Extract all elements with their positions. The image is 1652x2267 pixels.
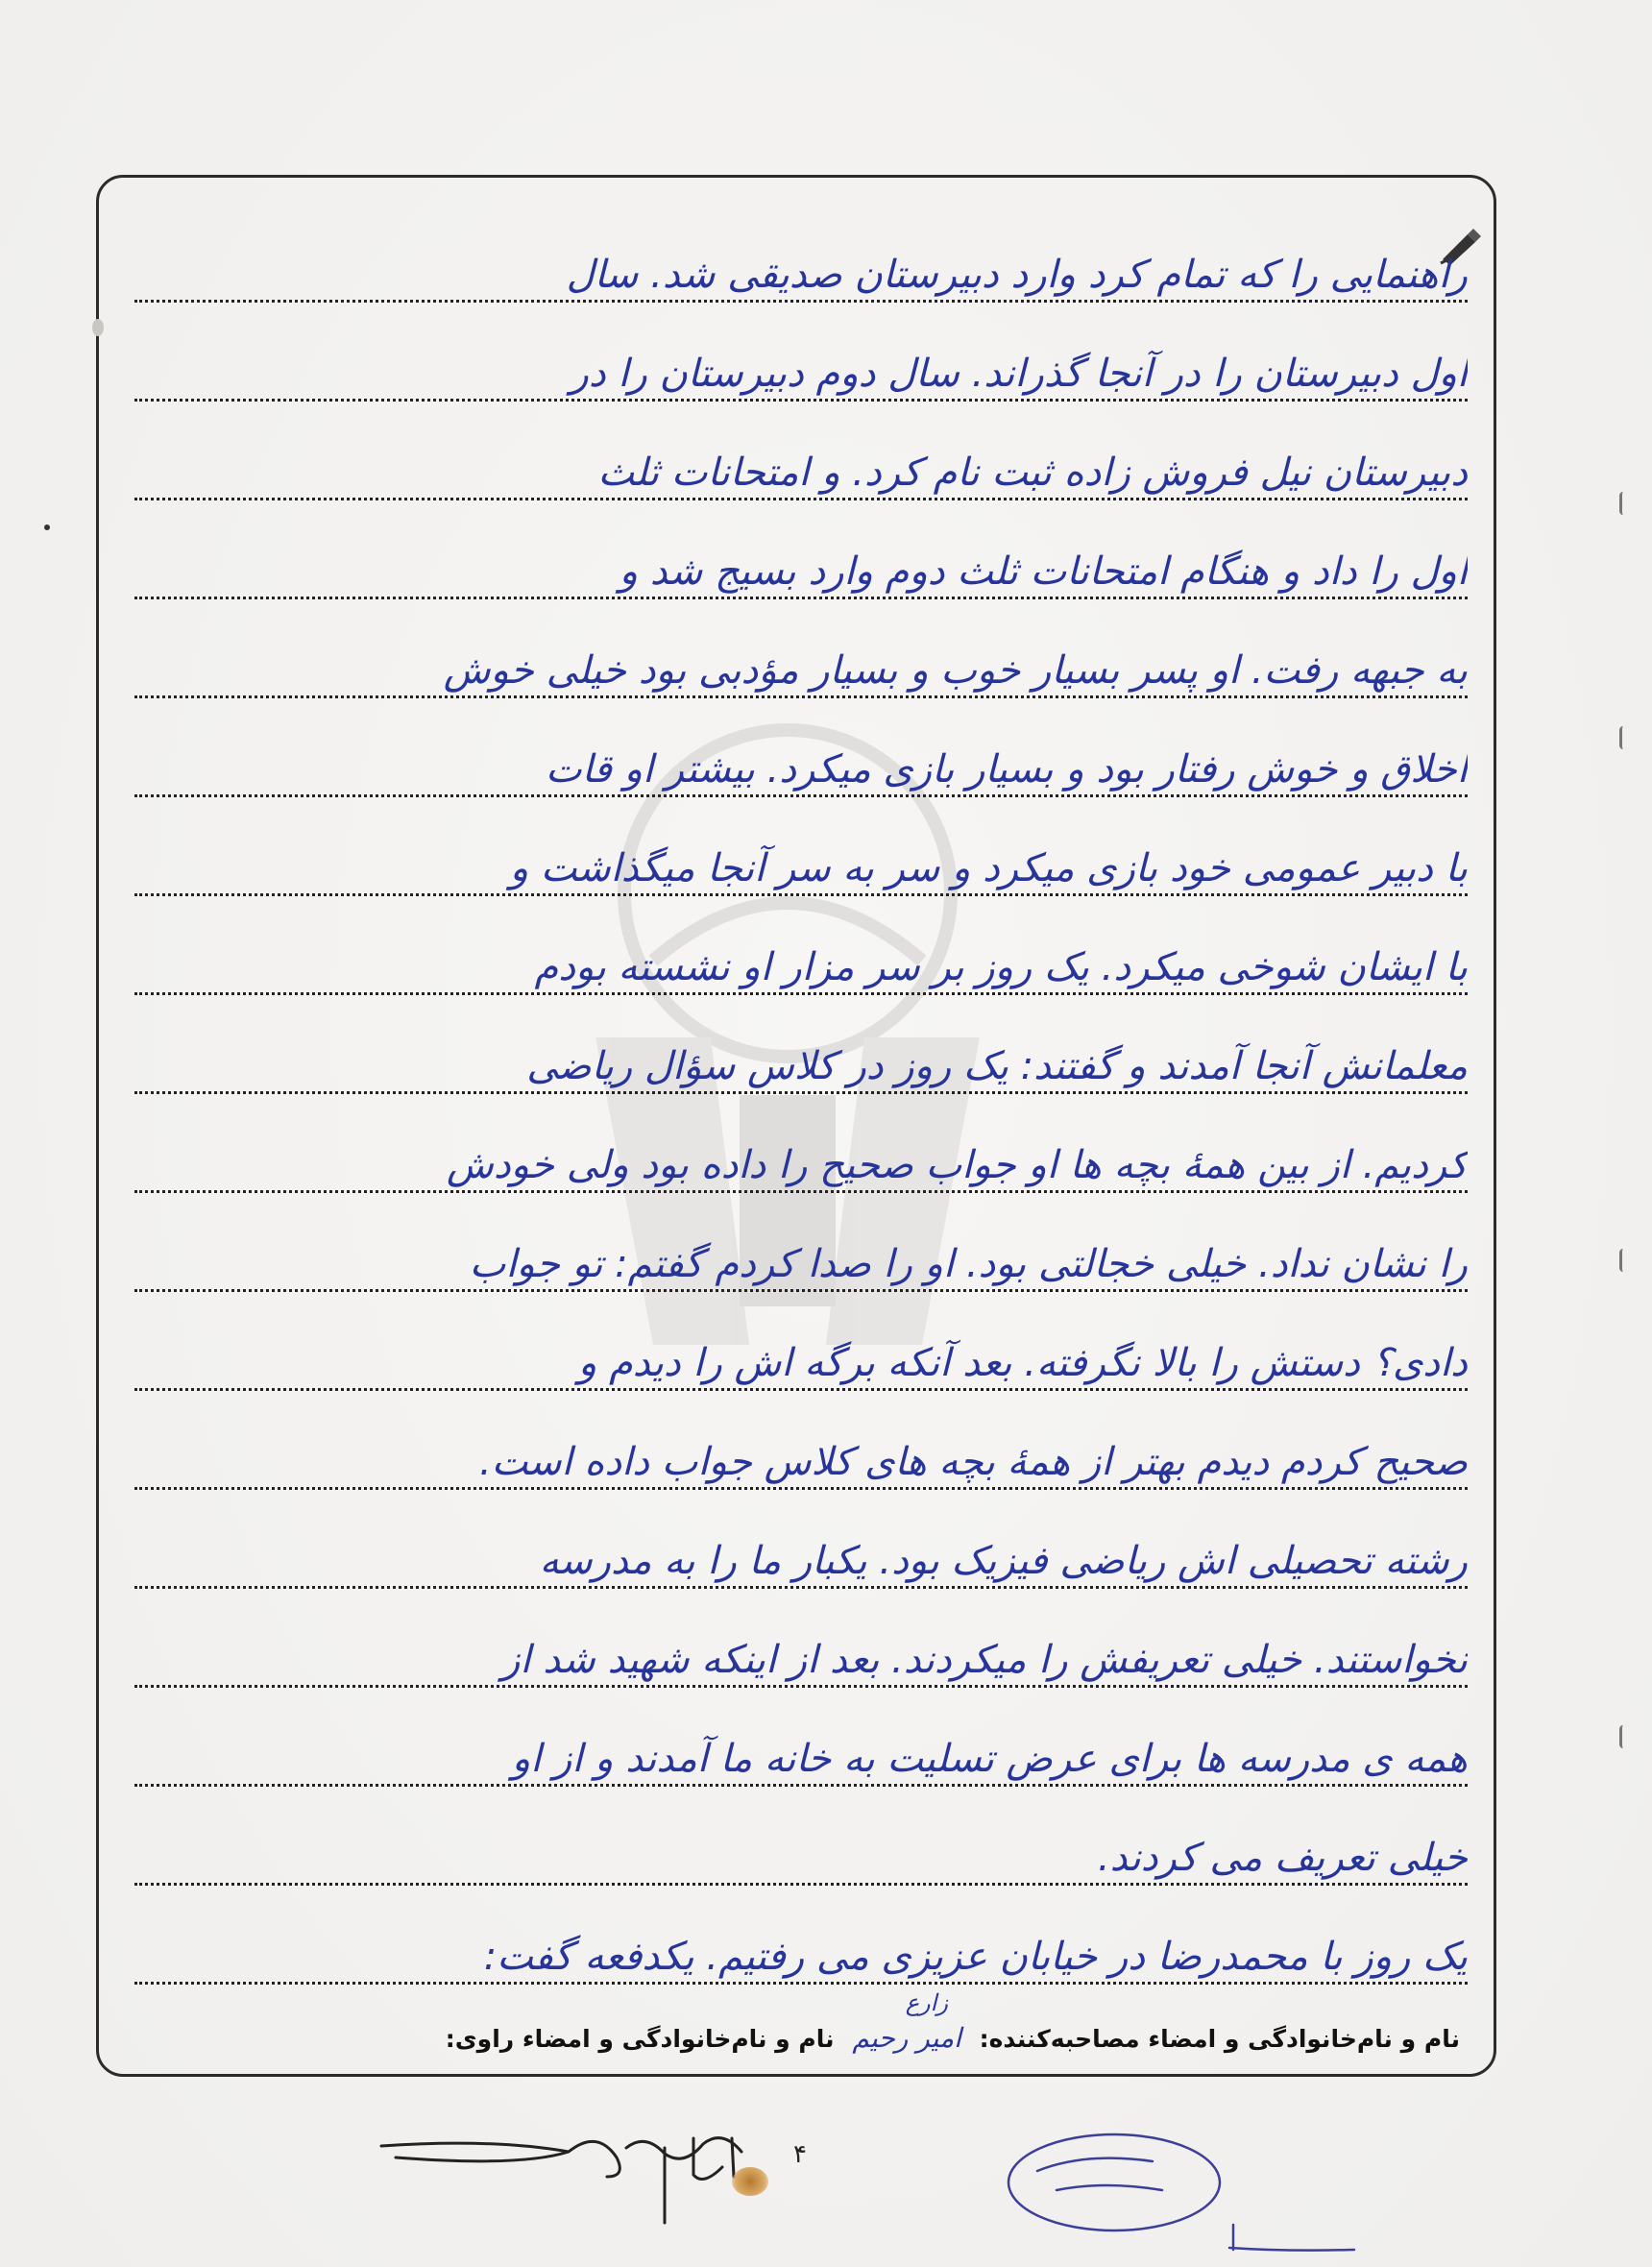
text-line	[134, 906, 1468, 1005]
text-line	[134, 609, 1468, 708]
binder-hole-mark	[1619, 1249, 1632, 1272]
text-line	[134, 1697, 1468, 1796]
text-line	[134, 807, 1468, 906]
dotted-rule	[134, 1883, 1468, 1886]
page-number: ۴	[793, 2140, 807, 2169]
line-text: راهنمایی را که تمام کرد وارد دبیرستان صدیقی شد. سال	[566, 253, 1468, 297]
binder-hole-mark	[1619, 1725, 1632, 1748]
line-text: خیلی تعریف می کردند.	[1097, 1836, 1468, 1880]
dotted-rule	[134, 597, 1468, 599]
dotted-rule	[134, 1388, 1468, 1391]
line-text: صحیح کردم دیدم بهتر از همهٔ بچه های کلاس جواب داده است.	[479, 1440, 1468, 1484]
dotted-rule	[134, 1685, 1468, 1688]
dotted-rule	[134, 1091, 1468, 1094]
line-text: با دبیر عمومی خود بازی میکرد و سر به سر آنجا میگذاشت و	[509, 846, 1468, 890]
dotted-rule	[134, 893, 1468, 896]
interviewer-name	[844, 1989, 961, 2054]
dotted-rule	[134, 1487, 1468, 1490]
line-text: دادی؟ دستش را بالا نگرفته. بعد آنکه برگه اش را دیدم و	[577, 1341, 1468, 1385]
ink-dot	[44, 524, 50, 530]
dotted-rule	[134, 498, 1468, 500]
line-text: دبیرستان نیل فروش زاده ثبت نام کرد. و امتحانات ثلث	[597, 451, 1468, 495]
text-line	[134, 1203, 1468, 1302]
line-text: معلمانش آنجا آمدند و گفتند: یک روز در کلاس سؤال ریاضی	[526, 1044, 1468, 1088]
line-text: یک روز با محمدرضا در خیابان عزیزی می رفتیم. یکدفعه گفت:	[483, 1935, 1468, 1979]
line-text: کردیم. از بین همهٔ بچه ها او جواب صحیح را داده بود ولی خودش	[447, 1143, 1468, 1187]
handwritten-lines	[134, 213, 1468, 1994]
text-line	[134, 708, 1468, 807]
line-text: رشته تحصیلی اش ریاضی فیزیک بود. یکبار ما را به مدرسه	[539, 1539, 1468, 1583]
line-text: با ایشان شوخی میکرد. یک روز بر سر مزار او نشسته بودم	[534, 945, 1468, 989]
line-text: اول را داد و هنگام امتحانات ثلث دوم وارد بسیج شد و	[619, 549, 1468, 594]
interviewer-name-text: امیر رحیم	[852, 2022, 961, 2054]
dotted-rule	[134, 300, 1468, 303]
text-line	[134, 1796, 1468, 1895]
signature-footer	[115, 1989, 1460, 2054]
dotted-rule	[134, 992, 1468, 995]
text-line	[134, 1895, 1468, 1994]
binder-hole-mark	[1619, 726, 1632, 749]
ink-dot	[92, 319, 104, 336]
dotted-rule	[134, 1982, 1468, 1985]
line-text: همه ی مدرسه ها برای عرض تسلیت به خانه ما آمدند و از او	[511, 1737, 1468, 1781]
binder-hole-mark	[1619, 492, 1632, 515]
line-text: را نشان نداد. خیلی خجالتی بود. او را صدا کردم گفتم: تو جواب	[469, 1242, 1468, 1286]
line-text: نخواستند. خیلی تعریفش را میکردند. بعد از اینکه شهید شد از	[501, 1638, 1468, 1682]
dotted-rule	[134, 1586, 1468, 1589]
interviewer-label: نام و نام‌خانوادگی و امضاء مصاحبه‌کننده:	[979, 2025, 1460, 2053]
text-line	[134, 1598, 1468, 1697]
line-text: اول دبیرستان را در آنجا گذراند. سال دوم دبیرستان را در	[570, 352, 1468, 396]
dotted-rule	[134, 1289, 1468, 1292]
text-line	[134, 1499, 1468, 1598]
text-line	[134, 1104, 1468, 1203]
dotted-rule	[134, 1190, 1468, 1193]
narrator-label: نام و نام‌خانوادگی و امضاء راوی:	[445, 2025, 835, 2053]
text-line	[134, 1401, 1468, 1499]
text-line	[134, 1302, 1468, 1401]
text-line	[134, 510, 1468, 609]
dotted-rule	[134, 1784, 1468, 1787]
paper-stain	[732, 2167, 768, 2196]
narrator-signature	[999, 2133, 1364, 2267]
dotted-rule	[134, 399, 1468, 402]
text-line	[134, 1005, 1468, 1104]
line-text: اخلاق و خوش رفتار بود و بسیار بازی میکرد. بیشتر او قات	[545, 747, 1468, 792]
interviewer-name-addition: زارع	[905, 1989, 948, 2016]
dotted-rule	[134, 794, 1468, 797]
text-line	[134, 213, 1468, 312]
interviewer-signature	[377, 2119, 780, 2234]
line-text: به جبهه رفت. او پسر بسیار خوب و بسیار مؤدبی بود خیلی خوش	[443, 648, 1468, 693]
text-line	[134, 312, 1468, 411]
text-line	[134, 411, 1468, 510]
dotted-rule	[134, 695, 1468, 698]
